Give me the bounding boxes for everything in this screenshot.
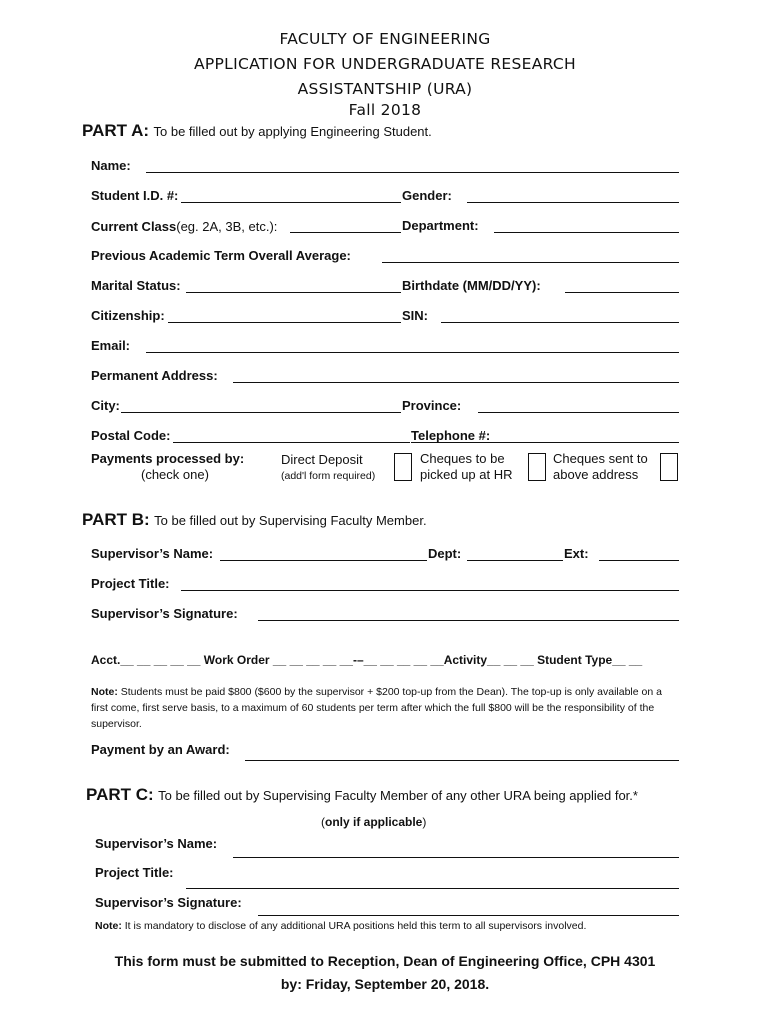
- form-title-line-3: ASSISTANTSHIP (URA): [297, 80, 473, 98]
- province-label: Province:: [402, 398, 462, 413]
- part-c-note: [95, 920, 586, 932]
- supervisor-signature-field[interactable]: [258, 620, 679, 621]
- part-c-supervisor-name-label: Supervisor’s Name:: [95, 836, 218, 851]
- part-c-project-title-field[interactable]: [186, 888, 679, 889]
- only-if-open-paren: (: [321, 815, 325, 829]
- gender-label: Gender:: [402, 188, 452, 203]
- dept-field[interactable]: [467, 560, 563, 561]
- current-class-text: Current Class: [91, 219, 177, 234]
- ext-field[interactable]: [599, 560, 679, 561]
- birthdate-field[interactable]: [565, 292, 679, 293]
- ext-label: Ext:: [564, 546, 589, 561]
- department-label: Department:: [402, 218, 479, 233]
- city-field[interactable]: [121, 412, 401, 413]
- permanent-address-field[interactable]: [233, 382, 679, 383]
- cheques-address-label-2: above address: [553, 467, 639, 482]
- student-id-label: Student I.D. #:: [91, 188, 179, 203]
- part-c-supervisor-name-field[interactable]: [233, 857, 679, 858]
- permanent-address-label: Permanent Address:: [91, 368, 218, 383]
- part-c-supervisor-signature-label: Supervisor’s Signature:: [95, 895, 242, 910]
- supervisor-signature-label: Supervisor’s Signature:: [91, 606, 238, 621]
- only-if-applicable: [321, 815, 426, 829]
- gender-field[interactable]: [467, 202, 679, 203]
- form-title-line-1: FACULTY OF ENGINEERING: [279, 30, 491, 48]
- submission-instructions: This form must be submitted to Reception, Dean of Engineering Office, CPH 4301: [114, 953, 656, 969]
- only-if-applicable-text: only if applicable: [325, 815, 423, 829]
- current-class-label: [91, 218, 277, 236]
- part-c-note-text: It is mandatory to disclose of any additional URA positions held this term to all supervisors involved.: [124, 920, 587, 932]
- part-c-note-label: Note:: [95, 920, 122, 932]
- part-c-description: To be filled out by Supervising Faculty Member of any other URA being applied for.*: [158, 788, 638, 803]
- part-b-note: [91, 684, 681, 732]
- form-term: Fall 2018: [348, 101, 422, 119]
- sin-label: SIN:: [402, 308, 428, 323]
- name-field[interactable]: [146, 172, 679, 173]
- student-id-field[interactable]: [181, 202, 401, 203]
- current-class-hint: (eg. 2A, 3B, etc.):: [176, 219, 278, 234]
- citizenship-label: Citizenship:: [91, 308, 165, 323]
- telephone-label: Telephone #:: [411, 428, 491, 443]
- part-b-label: PART B:: [82, 510, 150, 529]
- part-a-label: PART A:: [82, 121, 150, 140]
- email-field[interactable]: [146, 352, 679, 353]
- part-c-label: PART C:: [86, 785, 154, 804]
- cheques-hr-label-2: picked up at HR: [420, 467, 513, 482]
- direct-deposit-checkbox[interactable]: [394, 453, 412, 481]
- direct-deposit-label: Direct Deposit: [281, 452, 363, 467]
- direct-deposit-note: (add'l form required): [281, 470, 376, 482]
- part-c-project-title-label: Project Title:: [95, 865, 174, 880]
- sin-field[interactable]: [441, 322, 679, 323]
- marital-status-field[interactable]: [186, 292, 401, 293]
- payments-hint: (check one): [141, 467, 209, 482]
- supervisor-name-label: Supervisor’s Name:: [91, 546, 214, 561]
- payment-award-label: Payment by an Award:: [91, 742, 230, 757]
- project-title-label: Project Title:: [91, 576, 170, 591]
- project-title-field[interactable]: [181, 590, 679, 591]
- part-b-note-label: Note:: [91, 686, 118, 698]
- supervisor-name-field[interactable]: [220, 560, 427, 561]
- form-title-line-2: APPLICATION FOR UNDERGRADUATE RESEARCH: [193, 55, 577, 73]
- province-field[interactable]: [478, 412, 679, 413]
- current-class-field[interactable]: [290, 232, 401, 233]
- only-if-close-paren: ): [422, 815, 427, 829]
- part-a-heading: [82, 121, 432, 141]
- prev-average-label: Previous Academic Term Overall Average:: [91, 248, 351, 263]
- citizenship-field[interactable]: [168, 322, 401, 323]
- part-a-description: To be filled out by applying Engineering Student.: [153, 124, 432, 139]
- part-b-description: To be filled out by Supervising Faculty Member.: [154, 513, 427, 528]
- cheques-address-checkbox[interactable]: [660, 453, 678, 481]
- postal-code-label: Postal Code:: [91, 428, 171, 443]
- part-b-note-text: Students must be paid $800 ($600 by the supervisor + $200 top-up from the Dean). The top-up is only available on a first come, first serve basis, to a maximum of 60 students per term after which the full $800 will be the responsibility of the supervisor.: [91, 686, 662, 730]
- submission-deadline: by: Friday, September 20, 2018.: [280, 976, 490, 992]
- part-b-heading: [82, 510, 427, 530]
- cheques-hr-checkbox[interactable]: [528, 453, 546, 481]
- email-label: Email:: [91, 338, 131, 353]
- name-label: Name:: [91, 158, 131, 173]
- cheques-hr-label-1: Cheques to be: [420, 451, 505, 466]
- dept-label: Dept:: [428, 546, 462, 561]
- prev-average-field[interactable]: [382, 262, 679, 263]
- payments-label: Payments processed by:: [91, 451, 245, 466]
- payment-award-field[interactable]: [245, 760, 679, 761]
- part-c-heading: [86, 785, 638, 805]
- postal-code-field[interactable]: [173, 442, 410, 443]
- department-field[interactable]: [494, 232, 679, 233]
- account-codes-line[interactable]: Acct.__ __ __ __ __ Work Order __ __ __ __ __-–__ __ __ __ __Activity__ __ __ Student Type__ __: [91, 653, 643, 667]
- city-label: City:: [91, 398, 120, 413]
- birthdate-label: Birthdate (MM/DD/YY):: [402, 278, 541, 293]
- part-c-supervisor-signature-field[interactable]: [258, 915, 679, 916]
- cheques-address-label-1: Cheques sent to: [553, 451, 648, 466]
- marital-status-label: Marital Status:: [91, 278, 181, 293]
- telephone-field[interactable]: [411, 442, 679, 443]
